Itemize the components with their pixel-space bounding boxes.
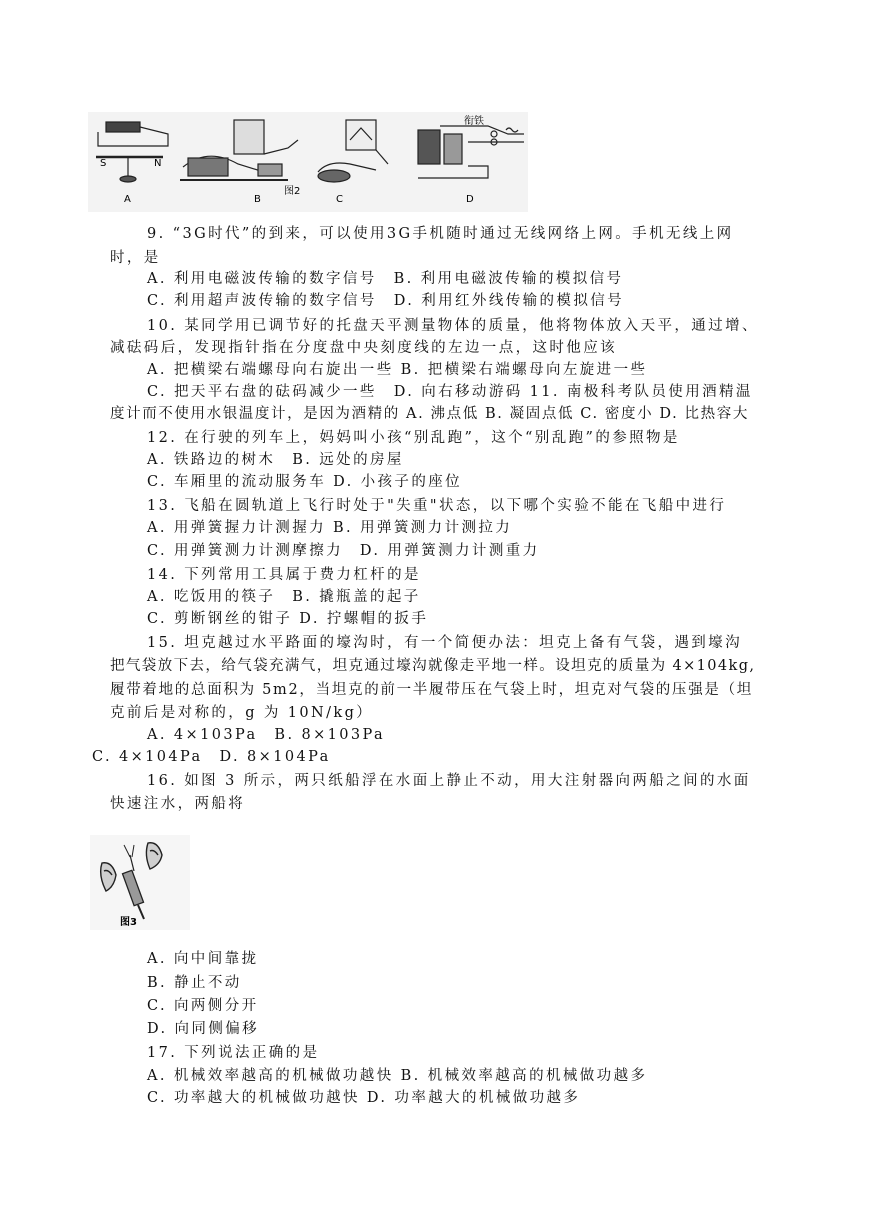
figure-2-label-d: D bbox=[466, 194, 474, 205]
q9-options-ab: A. 利用电磁波传输的数字信号 B. 利用电磁波传输的模拟信号 bbox=[147, 271, 624, 287]
q15-options-ab: A. 4×103Pa B. 8×103Pa bbox=[147, 727, 386, 743]
q9-options-cd: C. 利用超声波传输的数字信号 D. 利用红外线传输的模拟信号 bbox=[147, 293, 625, 309]
q13-options-ab: A. 用弹簧握力计测握力 B. 用弹簧测力计测拉力 bbox=[147, 520, 513, 536]
q13-stem: 13. 飞船在圆轨道上飞行时处于"失重"状态，以下哪个实验不能在飞船中进行 bbox=[147, 498, 727, 514]
figure-2-caption: 图2 bbox=[284, 186, 301, 197]
figure-2-n-label: N bbox=[154, 158, 162, 169]
q16-option-b: B. 静止不动 bbox=[147, 975, 242, 991]
q17-options-cd: C. 功率越大的机械做功越快 D. 功率越大的机械做功越多 bbox=[147, 1090, 581, 1106]
figure-2-s-label: S bbox=[100, 158, 107, 169]
q16-option-a: A. 向中间靠拢 bbox=[147, 951, 259, 967]
figure-3-boats-syringe bbox=[90, 835, 190, 930]
q10-stem-line2: 减砝码后，发现指针指在分度盘中央刻度线的左边一点，这时他应该 bbox=[110, 340, 617, 356]
figure-2-label-c: C bbox=[336, 194, 343, 205]
q16-option-c: C. 向两侧分开 bbox=[147, 998, 259, 1014]
figure-3-drawing bbox=[90, 835, 190, 930]
q16-stem-line2: 快速注水，两船将 bbox=[110, 796, 246, 812]
q14-options-ab: A. 吃饭用的筷子 B. 撬瓶盖的起子 bbox=[147, 589, 421, 605]
q11-stem-and-options: 度计而不使用水银温度计，是因为酒精的 A. 沸点低 B. 凝固点低 C. 密度小 D. 比热容大 bbox=[110, 406, 749, 422]
q10-options-ab: A. 把横梁右端螺母向右旋出一些 B. 把横梁右端螺母向左旋进一些 bbox=[147, 362, 648, 378]
q15-stem-line3: 履带着地的总面积为 5m2，当坦克的前一半履带压在气袋上时，坦克对气袋的压强是（坦 bbox=[110, 682, 754, 698]
q14-options-cd: C. 剪断钢丝的钳子 D. 拧螺帽的扳手 bbox=[147, 611, 429, 627]
q16-stem-line1: 16. 如图 3 所示，两只纸船浮在水面上静止不动，用大注射器向两船之间的水面 bbox=[147, 773, 751, 789]
figure-2-experiments bbox=[88, 112, 528, 212]
q15-stem-line1: 15. 坦克越过水平路面的壕沟时，有一个简便办法：坦克上备有气袋，遇到壕沟 bbox=[147, 635, 742, 651]
q15-options-cd: C. 4×104Pa D. 8×104Pa bbox=[92, 749, 331, 765]
q9-stem-line1: 9. “3G时代”的到来，可以使用3G手机随时通过无线网络上网。手机无线上网 bbox=[147, 226, 734, 242]
figure-2-label-b: B bbox=[254, 194, 261, 205]
figure-2-iron-label: 衔铁 bbox=[464, 116, 484, 127]
q9-stem-line2: 时，是 bbox=[110, 250, 161, 266]
q12-options-ab: A. 铁路边的树木 B. 远处的房屋 bbox=[147, 452, 404, 468]
q16-option-d: D. 向同侧偏移 bbox=[147, 1021, 260, 1037]
q10-stem-line1: 10. 某同学用已调节好的托盘天平测量物体的质量，他将物体放入天平，通过增、 bbox=[147, 318, 759, 334]
q17-stem: 17. 下列说法正确的是 bbox=[147, 1045, 320, 1061]
figure-2-label-a: A bbox=[124, 194, 131, 205]
q15-stem-line4: 克前后是对称的，g 为 10N/kg） bbox=[110, 705, 374, 721]
q10-option-c-q11-stem: C. 把天平右盘的砝码减少一些 D. 向右移动游码 11. 南极科考队员使用酒精温 bbox=[147, 384, 753, 400]
q12-options-cd: C. 车厢里的流动服务车 D. 小孩子的座位 bbox=[147, 474, 463, 490]
figure-3-caption: 图3 bbox=[120, 917, 137, 928]
figure-2-drawing bbox=[88, 112, 528, 212]
q14-stem: 14. 下列常用工具属于费力杠杆的是 bbox=[147, 567, 421, 583]
q13-options-cd: C. 用弹簧测力计测摩擦力 D. 用弹簧测力计测重力 bbox=[147, 543, 540, 559]
q15-stem-line2: 把气袋放下去，给气袋充满气，坦克通过壕沟就像走平地一样。设坦克的质量为 4×104kg, bbox=[110, 658, 756, 674]
q17-options-ab: A. 机械效率越高的机械做功越快 B. 机械效率越高的机械做功越多 bbox=[147, 1068, 648, 1084]
q12-stem: 12. 在行驶的列车上，妈妈叫小孩“别乱跑”，这个“别乱跑”的参照物是 bbox=[147, 430, 680, 446]
